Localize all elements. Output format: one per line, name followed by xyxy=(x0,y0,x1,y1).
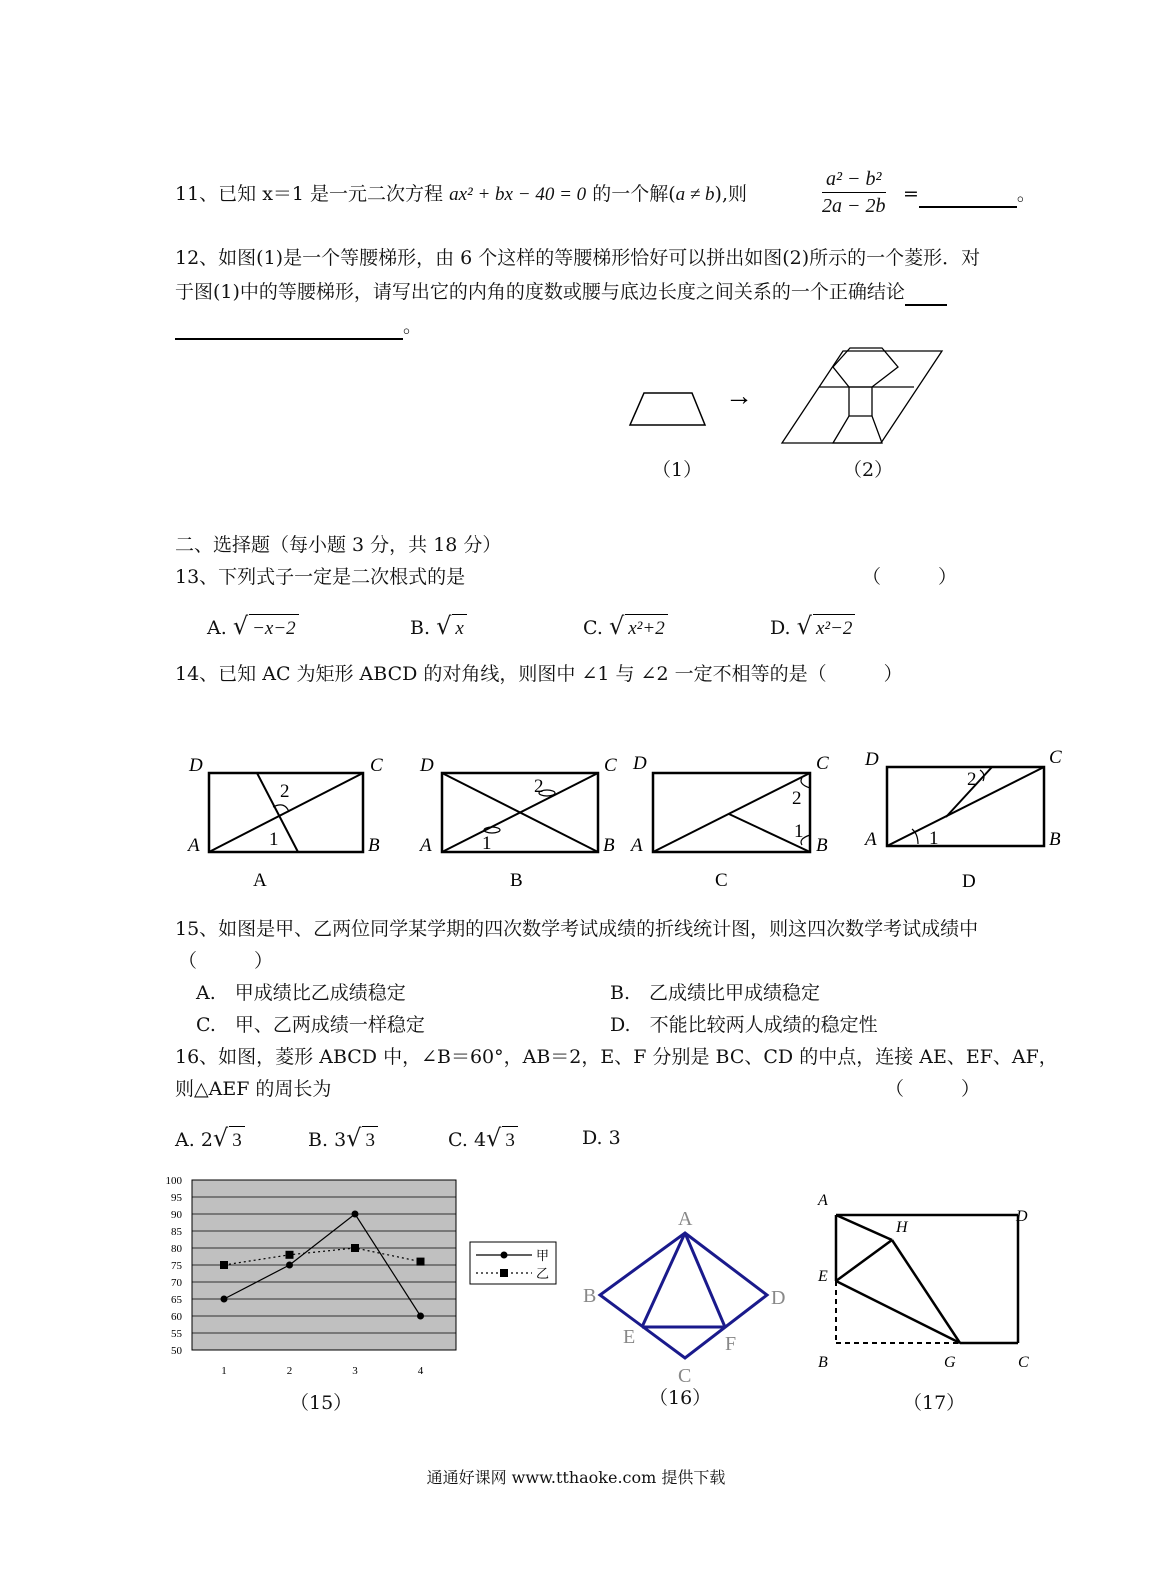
data-point-dot xyxy=(352,1211,359,1218)
vertex-d: D xyxy=(865,749,879,770)
q11-condition: a ≠ b xyxy=(675,184,715,205)
vertex-a: A xyxy=(420,835,432,856)
sqrt-icon: √ xyxy=(486,1124,502,1152)
q14-option-a[interactable]: A xyxy=(253,870,267,891)
q14-stem: 14、已知 AC 为矩形 ABCD 的对角线，则图中 ∠1 与 ∠2 一定不相等的是（ ） xyxy=(175,663,903,685)
vertex-g: G xyxy=(944,1354,956,1371)
q11-answer-blank[interactable] xyxy=(919,184,1017,208)
q14-option-b[interactable]: B xyxy=(510,870,523,891)
legend-label: 甲 xyxy=(536,1248,550,1263)
q16-paren[interactable]: （ ） xyxy=(885,1078,981,1100)
q14-figure-d xyxy=(863,747,1062,892)
data-point-square xyxy=(286,1251,294,1259)
q16-line-2: 则△AEF 的周长为 xyxy=(175,1078,332,1100)
y-tick-label: 60 xyxy=(171,1311,182,1323)
sqrt-icon: √ xyxy=(608,612,625,640)
q16-option-a-label: A. xyxy=(175,1129,195,1151)
q13-option-c-expr: x²+2 xyxy=(625,614,667,643)
legend-marker xyxy=(501,1252,508,1259)
legend-marker xyxy=(500,1269,508,1277)
vertex-a: A xyxy=(188,835,200,856)
q11-middle: 的一个解( xyxy=(592,183,676,205)
q13-paren[interactable]: （ ） xyxy=(862,566,958,588)
q13-option-b xyxy=(410,612,467,643)
y-tick-label: 70 xyxy=(171,1277,182,1289)
vertex-h: H xyxy=(896,1219,908,1236)
q14-figure-b xyxy=(418,755,617,891)
trapezoid-figure xyxy=(630,393,705,425)
figure-16-rhombus xyxy=(575,1200,795,1390)
q16-option-b xyxy=(308,1124,378,1155)
q13-option-d-label: D. xyxy=(770,617,791,639)
vertex-c: C xyxy=(1018,1354,1029,1371)
legend-label: 乙 xyxy=(536,1266,550,1281)
q16-option-d xyxy=(582,1124,621,1152)
sqrt-icon: √ xyxy=(212,1124,229,1152)
q14-figure-c xyxy=(629,753,829,891)
data-point-square xyxy=(351,1244,359,1252)
y-tick-label: 100 xyxy=(165,1175,182,1187)
vertex-d: D xyxy=(771,1287,786,1309)
q11-fraction-numerator: a² − b² xyxy=(822,166,886,193)
q15-line-2[interactable]: （ ） xyxy=(178,950,274,972)
q12-fig2-caption: （2） xyxy=(843,459,894,481)
page-footer: 通通好课网 www.tthaoke.com 提供下载 xyxy=(426,1468,726,1487)
q13-option-d xyxy=(770,612,855,643)
vertex-b: B xyxy=(816,835,828,856)
vertex-b: B xyxy=(368,835,380,856)
vertex-d: D xyxy=(633,753,647,774)
q15-option-a[interactable]: A. 甲成绩比乙成绩稳定 xyxy=(196,982,406,1004)
vertex-b: B xyxy=(818,1354,828,1371)
fig17-caption: （17） xyxy=(903,1392,966,1414)
vertex-b: B xyxy=(1049,829,1061,850)
q16-option-d-value: 3 xyxy=(608,1127,621,1149)
figure-17-rectangle xyxy=(810,1185,1050,1375)
vertex-a: A xyxy=(818,1192,828,1209)
q11-fraction xyxy=(822,166,886,219)
q11-fraction-denominator: 2a − 2b xyxy=(822,195,886,217)
q12-end: 。 xyxy=(403,315,423,337)
fig15-caption: （15） xyxy=(290,1392,353,1414)
angle-1-label: 1 xyxy=(794,821,804,842)
vertex-a: A xyxy=(631,835,643,856)
q13-stem: 13、下列式子一定是二次根式的是 xyxy=(175,566,466,588)
q14-option-c[interactable]: C xyxy=(715,870,728,891)
q16-option-b-label: B. xyxy=(308,1129,329,1151)
q13-option-c xyxy=(583,612,668,643)
q13-option-a-label: A. xyxy=(207,617,227,639)
fig16-caption: （16） xyxy=(649,1387,712,1409)
q15-line-1: 15、如图是甲、乙两位同学某学期的四次数学考试成绩的折线统计图，则这四次数学考试成绩中 xyxy=(175,918,979,940)
q16-option-b-rad: 3 xyxy=(362,1126,378,1155)
vertex-c: C xyxy=(604,755,617,776)
q11-equation: ax² + bx − 40 = 0 xyxy=(449,184,587,205)
q16-option-c-rad: 3 xyxy=(502,1126,518,1155)
q13-option-c-label: C. xyxy=(583,617,603,639)
q11-end: 。 xyxy=(1016,183,1036,205)
vertex-c: C xyxy=(1049,747,1062,768)
q12-fig1-caption: （1） xyxy=(652,459,703,481)
data-point-square xyxy=(417,1258,425,1266)
vertex-b: B xyxy=(603,835,615,856)
vertex-e: E xyxy=(623,1326,636,1348)
q12-arrow: → xyxy=(725,381,753,412)
q11-after: ),则 xyxy=(714,183,747,205)
y-tick-label: 95 xyxy=(171,1192,182,1204)
vertex-c: C xyxy=(816,753,829,774)
data-point-dot xyxy=(221,1296,228,1303)
vertex-d: D xyxy=(420,755,434,776)
q11-equals: = xyxy=(903,183,919,205)
q12-figures xyxy=(620,345,950,455)
q11-prefix: 11、已知 x＝1 是一元二次方程 xyxy=(175,183,444,205)
angle-2-label: 2 xyxy=(534,776,544,797)
q12-answer-blank-2[interactable] xyxy=(175,316,403,340)
q16-option-a-rad: 3 xyxy=(229,1126,245,1155)
x-tick-label: 4 xyxy=(417,1365,424,1377)
vertex-d: D xyxy=(189,755,203,776)
q12-answer-blank-1[interactable] xyxy=(905,282,947,306)
q13-option-b-expr: x xyxy=(452,614,466,643)
q15-option-c[interactable]: C. 甲、乙两成绩一样稳定 xyxy=(196,1014,425,1036)
q14-figures xyxy=(180,745,1080,895)
q16-option-b-coef: 3 xyxy=(334,1129,347,1151)
angle-2-label: 2 xyxy=(280,781,290,802)
section-2-heading: 二、选择题（每小题 3 分，共 18 分） xyxy=(175,534,502,556)
question-11 xyxy=(175,180,747,209)
sqrt-icon: √ xyxy=(796,612,812,640)
rhombus-figure xyxy=(782,348,942,443)
vertex-f: F xyxy=(725,1333,737,1355)
q16-option-d-label: D. xyxy=(582,1127,603,1149)
figure-15-line-chart xyxy=(150,1170,570,1385)
y-tick-label: 90 xyxy=(171,1209,182,1221)
q16-options xyxy=(175,1124,245,1155)
q16-option-c-label: C. xyxy=(448,1129,468,1151)
x-tick-label: 2 xyxy=(286,1365,293,1377)
x-tick-label: 3 xyxy=(352,1365,358,1377)
q12-line-2-text: 于图(1)中的等腰梯形，请写出它的内角的度数或腰与底边长度之间关系的一个正确结论 xyxy=(175,281,905,303)
q16-option-a-coef: 2 xyxy=(200,1129,213,1151)
q15-option-b[interactable]: B. 乙成绩比甲成绩稳定 xyxy=(610,982,821,1004)
q14-option-d[interactable]: D xyxy=(962,871,976,892)
sqrt-icon: √ xyxy=(346,1124,362,1152)
angle-2-label: 2 xyxy=(792,788,802,809)
vertex-a: A xyxy=(865,829,877,850)
vertex-c: C xyxy=(370,755,383,776)
q13-options xyxy=(207,612,299,643)
sqrt-icon: √ xyxy=(232,612,249,640)
q16-line-1: 16、如图，菱形 ABCD 中，∠B＝60°，AB＝2，E、F 分别是 BC、CD 的中点，连接 AE、EF、AF， xyxy=(175,1046,1058,1068)
q13-option-b-label: B. xyxy=(410,617,431,639)
vertex-e: E xyxy=(818,1268,828,1285)
q15-option-d[interactable]: D. 不能比较两人成绩的稳定性 xyxy=(610,1014,878,1036)
q11-answer xyxy=(903,180,1036,208)
q16-option-c xyxy=(448,1124,518,1155)
q16-option-c-coef: 4 xyxy=(473,1129,487,1151)
y-tick-label: 80 xyxy=(171,1243,182,1255)
x-tick-label: 1 xyxy=(221,1365,227,1377)
q14-figure-a xyxy=(186,755,383,891)
vertex-d: D xyxy=(1016,1208,1028,1225)
angle-2-label: 2 xyxy=(967,769,977,790)
q12-line-2 xyxy=(175,278,947,306)
q13-option-d-expr: x²−2 xyxy=(813,614,855,643)
y-tick-label: 55 xyxy=(171,1328,182,1340)
data-point-dot xyxy=(286,1262,293,1269)
vertex-b: B xyxy=(583,1285,597,1307)
angle-1-label: 1 xyxy=(482,833,492,854)
sqrt-icon: √ xyxy=(436,612,452,640)
y-tick-label: 50 xyxy=(171,1345,182,1357)
y-tick-label: 65 xyxy=(171,1294,182,1306)
vertex-c: C xyxy=(678,1365,692,1387)
y-tick-label: 85 xyxy=(171,1226,182,1238)
angle-1-label: 1 xyxy=(929,828,939,849)
q13-option-a-expr: −x−2 xyxy=(249,614,299,643)
angle-1-label: 1 xyxy=(269,829,279,850)
y-tick-label: 75 xyxy=(171,1260,182,1272)
data-point-square xyxy=(220,1261,228,1269)
q12-line-1: 12、如图(1)是一个等腰梯形，由 6 个这样的等腰梯形恰好可以拼出如图(2)所示的一个菱形．对 xyxy=(175,247,981,269)
data-point-dot xyxy=(417,1313,424,1320)
vertex-a: A xyxy=(678,1208,693,1230)
q12-line-3 xyxy=(175,312,422,340)
